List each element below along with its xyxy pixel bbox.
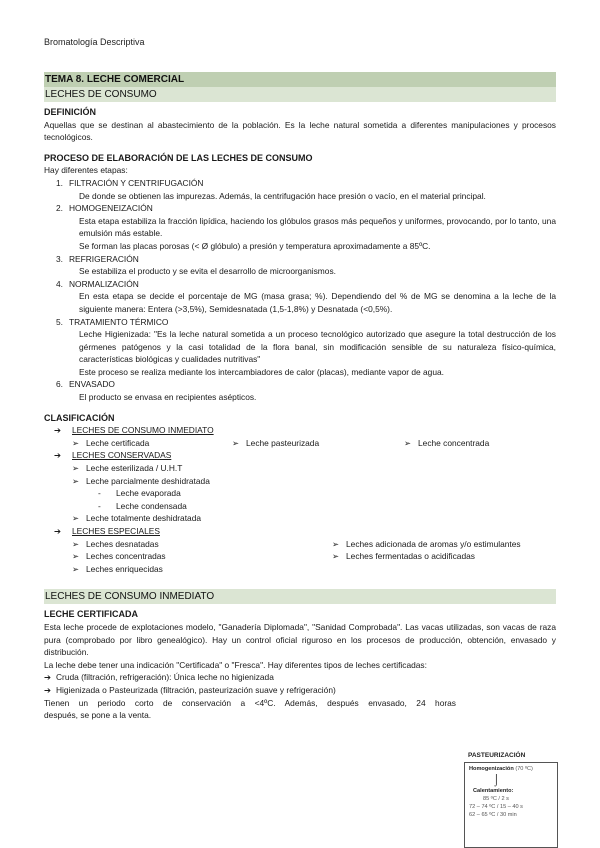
step-title: NORMALIZACIÓN <box>69 278 139 289</box>
arrow-icon: ➔ <box>54 526 62 536</box>
item-text: Leche pasteurizada <box>246 437 320 448</box>
temp-row: 85 ºC / 2 s <box>483 796 509 802</box>
step-6 <box>44 378 556 403</box>
step-text: Esta etapa estabiliza la fracción lipídica, haciendo los glóbulos grasos más pequeños y uniformes, provocando, por lo tanto, una emulsión más estable. <box>79 215 556 239</box>
step-number: 5. <box>56 316 63 327</box>
definicion-title: DEFINICIÓN <box>44 107 97 117</box>
inmediato-items <box>44 437 556 450</box>
list-item <box>44 462 556 475</box>
certificada-p3b: después, se pone a la venta. <box>44 710 152 721</box>
definicion-text: Aquellas que se destinan al abastecimiento de la población. Es la leche natural sometida a diferentes manipulaciones y procesos tecnológicos. <box>44 119 556 143</box>
item-text: Leche esterilizada / U.H.T <box>86 463 183 474</box>
calent-label: Calentamiento: <box>473 788 514 794</box>
proceso-intro: Hay diferentes etapas: <box>44 165 128 176</box>
section-heading-inmediato: LECHES DE CONSUMO INMEDIATO <box>44 589 556 604</box>
group-especiales <box>44 525 556 538</box>
item-text: Leche evaporada <box>116 488 181 499</box>
item-text: Leches concentradas <box>86 551 166 562</box>
arrow-icon: ➔ <box>44 684 52 695</box>
step-text: Este proceso se realiza mediante los intercambiadores de calor (placas), mediante vapor de agua. <box>79 366 444 377</box>
step-text: El producto se envasa en recipientes asépticos. <box>79 392 257 403</box>
page-header: Bromatología Descriptiva <box>44 37 145 47</box>
list-item <box>232 437 404 450</box>
list-item <box>332 550 475 563</box>
step-5 <box>44 316 556 379</box>
item-text: Leches adicionada de aromas y/o estimulantes <box>346 538 521 549</box>
step-text: En esta etapa se decide el porcentaje de MG (masa grasa; %). Dependiendo del % de MG se denomina a la leche de la siguiente manera: Entera (>3,5%), Semidesnatada (1,5-1,8%) y Desnatada (<0,5%). <box>79 291 556 314</box>
step-text: Se estabiliza el producto y se evita el desarrollo de microorganismos. <box>79 266 336 277</box>
proceso-title: PROCESO DE ELABORACIÓN DE LAS LECHES DE CONSUMO <box>44 152 313 163</box>
certificada-p2: La leche debe tener una indicación "Certificada" o "Fresca". Hay diferentes tipos de leches certificadas: <box>44 659 427 670</box>
item-text: Higienizada o Pasteurizada (filtración, pasteurización suave y refrigeración) <box>56 684 336 695</box>
arrow-icon: ➔ <box>54 450 62 461</box>
figure-box <box>464 762 558 848</box>
group-inmediato <box>44 424 556 437</box>
item-text: Leche concentrada <box>418 437 490 448</box>
triangle-bullet-icon: ➢ <box>72 538 80 549</box>
step-title: TRATAMIENTO TÉRMICO <box>69 316 169 327</box>
item-text: Leche totalmente deshidratada <box>86 513 202 524</box>
dash-bullet: - <box>98 500 101 511</box>
triangle-bullet-icon: ➢ <box>72 563 80 574</box>
step-number: 3. <box>56 253 63 264</box>
list-item <box>72 550 332 563</box>
pasteurizacion-figure <box>464 752 558 848</box>
triangle-bullet-icon: ➢ <box>72 463 80 474</box>
item-text: Leches fermentadas o acidificadas <box>346 551 475 562</box>
triangle-bullet-icon: ➢ <box>72 475 80 486</box>
triangle-bullet-icon: ➢ <box>232 437 240 448</box>
clasificacion-title: CLASIFICACIÓN <box>44 412 115 423</box>
item-text: Leche certificada <box>86 437 150 448</box>
certificada-p3a: Tienen un periodo corto de conservación a <4ºC. Además, después envasado, 24 horas <box>44 697 456 708</box>
group-label: LECHES CONSERVADAS <box>72 450 172 461</box>
item-text: Leche condensada <box>116 500 187 511</box>
especiales-row <box>44 563 556 576</box>
step-2 <box>44 202 556 252</box>
group-label: LECHES ESPECIALES <box>72 526 160 536</box>
item-text: Leches desnatadas <box>86 538 159 549</box>
especiales-row <box>44 550 556 563</box>
step-text: Se forman las placas porosas (< Ø glóbulo) a presión y temperatura aproximadamente a 85ºC. <box>79 240 431 251</box>
figure-title: PASTEURIZACIÓN <box>468 752 526 759</box>
list-item <box>44 475 556 488</box>
list-item <box>72 538 332 551</box>
list-item <box>44 671 556 684</box>
certificada-title: LECHE CERTIFICADA <box>44 609 138 620</box>
list-item <box>44 512 556 525</box>
list-item <box>404 437 489 450</box>
group-label: LECHES DE CONSUMO INMEDIATO <box>72 425 214 436</box>
step-title: ENVASADO <box>69 379 115 390</box>
step-title: HOMOGENEIZACIÓN <box>69 203 153 214</box>
triangle-bullet-icon: ➢ <box>72 513 80 524</box>
arrow-icon: ➔ <box>44 672 52 683</box>
dash-bullet: - <box>98 488 101 499</box>
triangle-bullet-icon: ➢ <box>404 437 412 448</box>
especiales-row <box>44 538 556 551</box>
step-3 <box>44 253 556 278</box>
item-text: Leches enriquecidas <box>86 563 163 574</box>
group-conservadas <box>44 449 556 462</box>
step-number: 6. <box>56 379 63 390</box>
homog-label: Homogenización <box>469 766 514 772</box>
step-title: FILTRACIÓN Y CENTRIFUGACIÓN <box>69 177 204 188</box>
triangle-bullet-icon: ➢ <box>72 437 80 448</box>
hook-icon: ⌡ <box>493 774 500 786</box>
triangle-bullet-icon: ➢ <box>332 551 340 562</box>
step-number: 4. <box>56 278 63 289</box>
process-steps <box>44 177 556 404</box>
item-text: Leche parcialmente deshidratada <box>86 475 210 486</box>
step-number: 1. <box>56 177 63 188</box>
temp-row: 72 – 74 ºC / 15 – 40 s <box>469 804 523 810</box>
step-text: De donde se obtienen las impurezas. Además, la centrifugación hace presión o vacío, en el material principal. <box>79 190 486 201</box>
step-title: REFRIGERACIÓN <box>69 253 139 264</box>
step-number: 2. <box>56 203 63 214</box>
sub-list-item <box>44 500 556 513</box>
step-text: Leche Higienizada: "Es la leche natural sometida a un proceso tecnológico autorizado que asegure la total destrucción de los gérmenes patógenos y la casi totalidad de la flora banal, sin modificación sensible de su naturaleza físico-química, características biológicas y cualidades nutritivas" <box>79 329 556 365</box>
certificada-p1: Esta leche procede de explotaciones modelo, "Ganadería Diplomada", "Sanidad Comprobada". Las vacas utilizadas, son vacas de raza pura (comprobado por libro genealógico). Hay un control oficial riguroso en los procesos de producción, obtención, envasado y distribución. <box>44 621 556 658</box>
item-text: Cruda (filtración, refrigeración): Única leche no higienizada <box>56 672 274 683</box>
triangle-bullet-icon: ➢ <box>332 538 340 549</box>
list-item <box>332 538 521 551</box>
list-item <box>72 563 332 576</box>
content <box>44 72 556 722</box>
triangle-bullet-icon: ➢ <box>72 551 80 562</box>
list-item <box>72 437 232 450</box>
list-item <box>44 684 556 697</box>
section-heading-leches-consumo: LECHES DE CONSUMO <box>44 87 556 102</box>
tema-heading: TEMA 8. LECHE COMERCIAL <box>44 72 556 87</box>
step-1 <box>44 177 556 202</box>
homog-temp: (70 ºC) <box>515 766 533 772</box>
arrow-icon: ➔ <box>54 425 62 436</box>
temp-row: 62 – 65 ºC / 30 min <box>469 812 517 818</box>
sub-list-item <box>44 487 556 500</box>
step-4 <box>44 278 556 316</box>
